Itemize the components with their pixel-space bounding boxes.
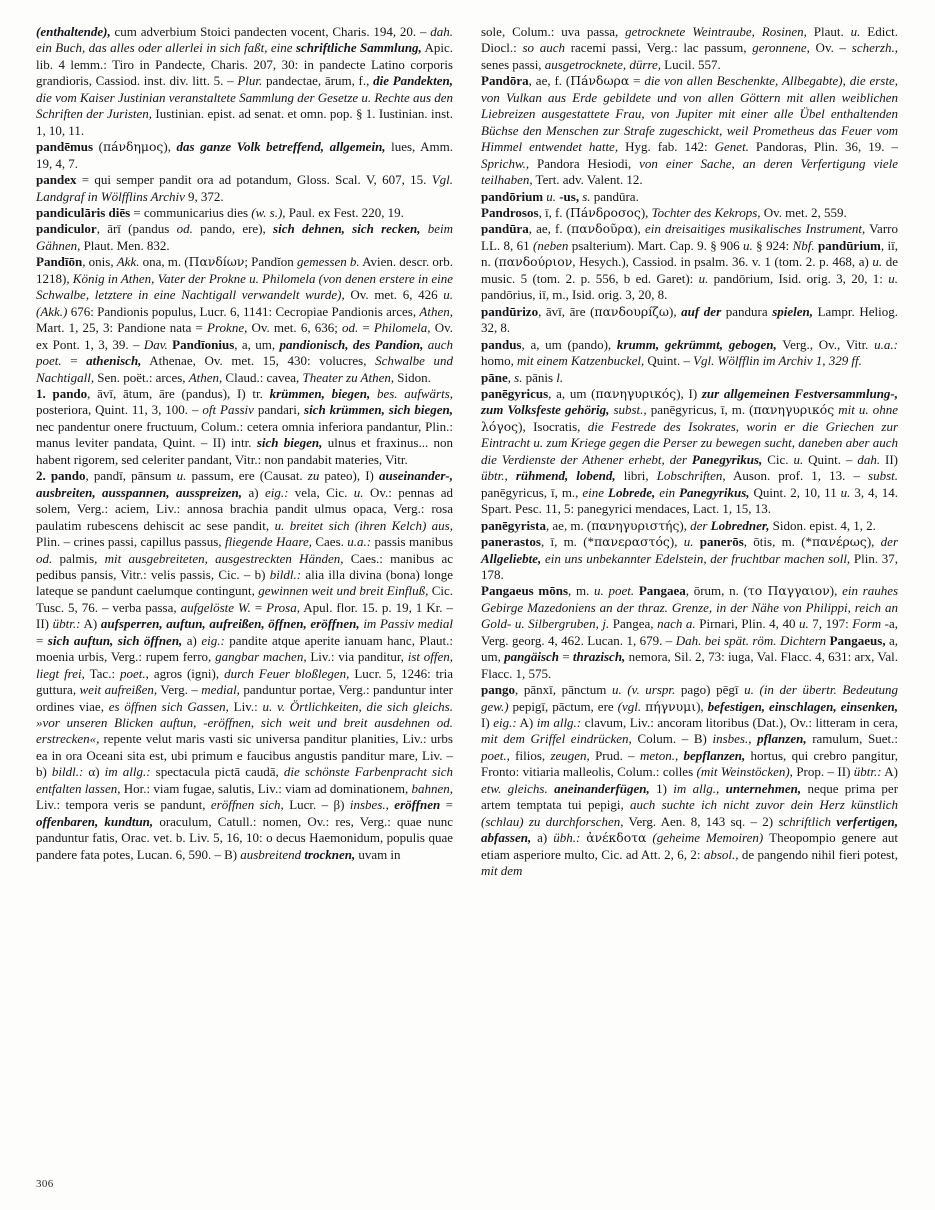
- dictionary-entry: 2. pando, pandī, pānsum u. passum, ere (Causat. zu pateo), I) auseinander-, ausbreiten, ausspannen, ausspreizen, a) eig.: vela, Cic. u. Ov.: pennas ad solem, Verg.: aciem, Liv.: annosa brachia pandit ulmus opaca, Verg.: rosa paulatim rubescens dehiscit ac sese pandit, u. breitet sich (ihren Kelch) aus, Plin. – crines passi, capillus passus, fliegende Haare, Caes. u.a.: passis manibus od. palmis, mit ausgebreiteten, ausgestreckten Händen, Caes.: manibus ac pedibus pansis, Vitr.: velis passis, Cic. – b) bildl.: alia illa divina (bona) longe lateque se pandunt caelumque contingunt, gewinnen weit und breit Einfluß, Cic. Tusc. 5, 76. – verba passa, aufgelöste W. = Prosa, Apul. flor. 15. p. 19, 1 Kr. – II) übtr.: A) aufsperren, auftun, aufreißen, öffnen, eröffnen, im Passiv medial = sich auftun, sich öffnen, a) eig.: pandite atque aperite ianuam hanc, Plaut.: moenia urbis, Verg.: rupem ferro, gangbar machen, Liv.: via panditur, ist offen, liegt frei, Tac.: poet., agros (igni), durch Feuer bloßlegen, Lucr. 5, 1246: tria guttura, weit aufreißen, Verg. – medial, panduntur portae, Verg.: panduntur inter ordines viae, es öffnen sich Gassen, Liv.: u. v. Örtlichkeiten, die sich gleichs. »vor unseren Blicken auftun, -eröffnen, sich weit und breit ausdehnen od. erstrecken«, repente velut maris vasti sic universa panditur planities, Liv.: urbs ea in ora Oceani sita est, ubi primum e faucibus angustis panditur mare, Liv. – b) bildl.: α) im allg.: spectacula pictā caudā, die schönste Farbenpracht sich entfalten lassen, Hor.: viam fugae, salutis, Liv.: viam ad dominationem, bahnen, Liv.: tempora veris se pandunt, eröffnen sich, Lucr. – β) insbes., eröffnen = offenbaren, kundtun, oraculum, Catull.: nomen, Ov.: res, Verg.: quae nunc panduntur fatis, Orac. vet. b. Liv. 5, 16, 10: o decus Haemonidum, populis quae pandere fata potes, Lucan. 6, 590. – B) ausbreitend trocknen, uvam in: [36, 468, 454, 862]
- two-column-text-body: [36, 24, 898, 1144]
- dictionary-entry: Pangaeus mōns, m. u. poet. Pangaea, ōrum, n. (το Παγγαιον), ein rauhes Gebirge Mazedoniens an der thraz. Grenze, in der Nähe von Philippi, reich an Gold- u. Silbergruben, j. Pangea, nach a. Pirnari, Plin. 4, 40 u. 7, 197: Form -a, Verg. georg. 4, 462. Lucan. 1, 679. – Dah. bei spät. röm. Dichtern Pangaeus, a, um, pangäisch = thrazisch, nemora, Sil. 2, 73: iuga, Val. Flacc. 4, 631: arx, Val. Flacc. 1, 575.: [481, 583, 899, 681]
- dictionary-entry: pāne, s. pānis l.: [481, 369, 564, 385]
- right-text-column: [481, 24, 898, 1144]
- dictionary-entry: pandex = qui semper pandit ora ad potandum, Gloss. Scal. V, 607, 15. Vgl. Landgraf in Wölfflins Archiv 9, 372.: [36, 172, 453, 204]
- dictionary-entry: pandiculāris diēs = communicarius dies (w. s.), Paul. ex Fest. 220, 19.: [36, 204, 404, 220]
- dictionary-entry: panēgyrista, ae, m. (πανηγυριστής), der Lobredner, Sidon. epist. 4, 1, 2.: [481, 517, 876, 533]
- dictionary-entry: pango, pānxī, pānctum u. (v. urspr. pago) pēgī u. (in der übertr. Bedeutung gew.) pepigī, pāctum, ere (vgl. πήγνυμι), befestigen, einschlagen, einsenken, I) eig.: A) im allg.: clavum, Liv.: ancoram litoribus (Dat.), Ov.: litteram in cera, mit dem Griffel eindrücken, Colum. – B) insbes., pflanzen, ramulum, Suet.: poet., filios, zeugen, Prud. – meton., bepflanzen, hortus, qui crebro pangitur, Fronto: vitiaria malleolis, Colum.: colles (mit Weinstöcken), Prop. – II) übtr.: A) etw. gleichs. aneinanderfügen, 1) im allg., unternehmen, neque prima per artem temptata tui pepigi, auch suchte ich nicht zuvor dein Herz künstlich (schlau) zu durchforschen, Verg. Aen. 8, 143 sq. – 2) schriftlich verfertigen, abfassen, a) übh.: ἀνέκδοτα (geheime Memoiren) Theopompio genere aut etiam asperiore multo, Cic. ad Att. 2, 6, 2: absol., de pangendo nihil fieri potest, mit dem: [481, 682, 899, 879]
- dictionary-entry: pandūrizo, āvī, āre (πανδουρíζω), auf der pandura spielen, Lampr. Heliog. 32, 8.: [481, 303, 898, 336]
- dictionary-entry: pandiculor, ārī (pandus od. pando, ere), sich dehnen, sich recken, beim Gähnen, Plaut. Men. 832.: [36, 221, 453, 253]
- dictionary-entry: pandūra, ae, f. (πανδοῦρα), ein dreisaitiges musikalisches Instrument, Varro LL. 8, 61 (neben psalterium). Mart. Cap. 9. § 906 u. § 924: Nbf. pandūrium, iī, n. (πανδούριον, Hesych.), Cassiod. in psalm. 36. v. 1 (tom. 2. p. 468, a) u. de music. 5 (tom. 2. p. 556, b ed. Garet): u. pandōrium, Isid. orig. 3, 20, 1: u. pandōrius, iī, m., Isid. orig. 3, 20, 8.: [481, 221, 899, 303]
- dictionary-entry: 1. pando, āvī, ātum, āre (pandus), I) tr. krümmen, biegen, bes. aufwärts, posteriora, Quint. 11, 3, 100. – oft Passiv pandari, sich krümmen, sich biegen, nec pandentur onere fructuum, Colum.: cetera omnia inferiora pandantur, Plin.: manus leviter pandata, Quint. – II) intr. sich biegen, ulnus et fraxinus... non habent rigorem, sed celeriter pandant, Vitr.: non pandabit materies, Vitr.: [36, 385, 454, 467]
- dictionary-entry: Pandrosos, ī, f. (Πáνδροσος), Tochter des Kekrops, Ov. met. 2, 559.: [481, 204, 847, 220]
- dictionary-entry: sole, Colum.: uva passa, getrocknete Weintraube, Rosinen, Plaut. u. Edict. Diocl.: so auch racemi passi, Verg.: lac passum, geronnene, Ov. – scherzh., senes passi, ausgetrocknete, dürre, Lucil. 557.: [481, 24, 898, 72]
- dictionary-entry: pandōrium u. -us, s. pandūra.: [481, 188, 639, 204]
- dictionary-entry: pandus, a, um (pando), krumm, gekrümmt, gebogen, Verg., Ov., Vitr. u.a.: homo, mit einem Katzenbuckel, Quint. – Vgl. Wölfflin im Archiv 1, 329 ff.: [481, 336, 898, 369]
- dictionary-entry: Pandōra, ae, f. (Πáνδωρα = die von allen Beschenkte, Allbegabte), die erste, von Vulkan aus Erde gebildete und von allen Göttern mit allen weiblichen Liebreizen ausgestattete Frau, von Jupiter mit einer alle Übel enthaltenden Büchse den Menschen zur Strafe zugeschickt, weil Prometheus das Feuer vom Himmel entwendet hatte, Hyg. fab. 142: Genet. Pandoras, Plin. 36, 19. – Sprichw., Pandora Hesiodi, von einer Sache, an deren Verfertigung viele teilhaben, Tert. adv. Valent. 12.: [481, 73, 898, 188]
- page-number: 306: [36, 1178, 54, 1190]
- dictionary-entry: panēgyricus, a, um (πανηγυρικóς), I) zur allgemeinen Festversammlung-, zum Volksfeste gehörig, subst., panēgyricus, ī, m. (πανηγυρικóς mit u. ohne λóγος), Isocratis, die Festrede des Isokrates, worin er die Griechen zur Eintracht u. zum Kriege gegen die Perser zu bewegen sucht, daneben aber auch die Verdienste der Athener erhebt, der Panegyrikus, Cic. u. Quint. – dah. II) übtr., rühmend, lobend, libri, Lobschriften, Auson. prof. 1, 13. – subst. panēgyricus, ī, m., eine Lobrede, ein Panegyrikus, Quint. 2, 10, 11 u. 3, 4, 14. Spart. Pesc. 11, 5: panegyrici mendaces, Lact. 1, 15, 13.: [481, 385, 899, 517]
- dictionary-entry: pandēmus (πáνδημος), das ganze Volk betreffend, allgemein, lues, Amm. 19, 4, 7.: [36, 139, 453, 171]
- dictionary-entry: (enthaltende), cum adverbium Stoici pandecten vocent, Charis. 194, 20. – dah. ein Buch, das alles oder allerlei in sich faßt, eine schriftliche Sammlung, Apic. lib. 4 lemm.: Tiro in Pandecte, Charis. 207, 30: in pandecte Latino corporis grandioris, Cassiod. inst. div. litt. 5. – Plur. pandectae, ārum, f., die Pandekten, die vom Kaiser Justinian veranstaltete Sammlung der Gesetze u. Rechte aus den Schriften der Juristen, Iustinian. epist. ad senat. et omn. pop. § 1. Iustinian. inst. 1, 10, 11.: [36, 24, 454, 138]
- dictionary-entry: panerastos, ī, m. (*πανεραστóς), u. panerōs, ōtis, m. (*πανέρως), der Allgeliebte, ein uns unbekannter Edelstein, der fruchtbar machen soll, Plin. 37, 178.: [481, 534, 899, 582]
- left-text-column: [36, 24, 453, 1144]
- dictionary-entry: Pandīōn, onis, Akk. ona, m. (Πανδíων; Pandĭon gemessen b. Avien. descr. orb. 1218), König in Athen, Vater der Prokne u. Philomela (von denen erstere in eine Schwalbe, letztere in eine Nachtigall verwandelt wurde), Ov. met. 6, 426 u. (Akk.) 676: Pandionis populus, Lucr. 6, 1141: Cecropiae Pandionis arces, Athen, Mart. 1, 25, 3: Pandione nata = Prokne, Ov. met. 6, 636; od. = Philomela, Ov. ex Pont. 1, 3, 39. – Dav. Pandīonius, a, um, pandionisch, des Pandion, auch poet. = athenisch, Athenae, Ov. met. 15, 430: volucres, Schwalbe und Nachtigall, Sen. poët.: arces, Athen, Claud.: cavea, Theater zu Athen, Sidon.: [36, 254, 454, 385]
